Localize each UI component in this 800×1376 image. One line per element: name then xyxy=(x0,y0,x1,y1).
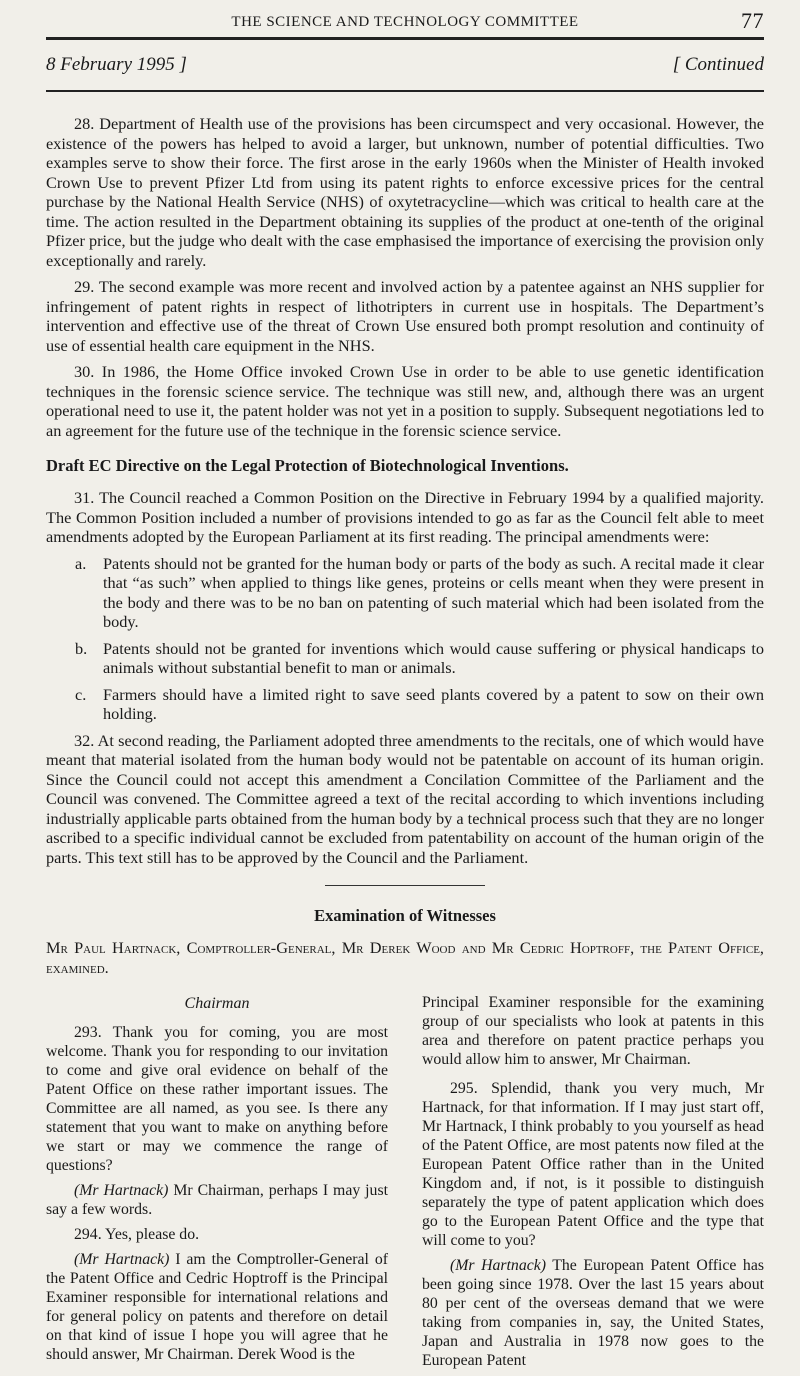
list-item-letter: a. xyxy=(75,553,87,573)
answer-294-continued: Principal Examiner responsible for the examining group of our specialists who look at patents in this area and therefore on patent practice perhaps you would allow him to answer, Mr Chairman. xyxy=(422,994,764,1068)
running-title: THE SCIENCE AND TECHNOLOGY COMMITTEE xyxy=(231,14,579,30)
question-294: 294. Yes, please do. xyxy=(74,1226,200,1243)
header-rule xyxy=(46,37,764,40)
answer-295 xyxy=(422,1256,764,1370)
section-divider xyxy=(325,885,485,886)
list-item xyxy=(46,554,764,632)
paragraph-29: 29. The second example was more recent and involved action by a patentee against an NHS supplier for infringement of patent rights in respect of lithotripters in current use in hospitals. The Department’s intervention and effective use of the threat of Crown Use ensured both prompt resolution and continuity of use of essential health care equipment in the NHS. xyxy=(46,277,764,355)
witnesses-line: Mr Paul Hartnack, Comptroller-General, Mr Derek Wood and Mr Cedric Hoptroff, the Patent Office, examined. xyxy=(46,938,764,977)
list-item-letter: c. xyxy=(75,684,87,704)
list-item xyxy=(46,639,764,678)
paragraph-32: 32. At second reading, the Parliament adopted three amendments to the recitals, one of which would have meant that material isolated from the human body would not be patentable on account of its human origin. Since the Council could not accept this amendment a Concilation Committee of the Parliament and the Council was convened. The Committee agreed a text of the recital according to which inventions including industrially applicable parts obtained from the human body by a technical process such that they are no longer ascribed to a specific individual cannot be excluded from patentability on account of the human origin of the parts. This text still has to be approved by the Council and the Parliament. xyxy=(46,730,764,867)
left-column xyxy=(46,993,388,1376)
paragraph-31: 31. The Council reached a Common Position on the Directive in February 1994 by a qualified majority. The Common Position included a number of provisions intended to go as far as the Council felt able to meet amendments adopted by the European Parliament at its first reading. The principal amendments were: xyxy=(46,488,764,546)
section-heading-draft-ec-directive: Draft EC Directive on the Legal Protection of Biotechnological Inventions. xyxy=(46,456,569,475)
running-head xyxy=(46,0,764,31)
right-column xyxy=(422,993,764,1376)
list-item-letter: b. xyxy=(75,638,88,658)
list-item-text: Patents should not be granted for the human body or parts of the body as such. A recital made it clear that “as such” when applied to things like genes, proteins or cells meant when they were present in the body and there was to be no ban on patenting of such material which had been isolated from the body. xyxy=(103,553,764,631)
continued-label: [ Continued xyxy=(672,54,764,75)
list-item-text: Farmers should have a limited right to save seed plants covered by a patent to sow on their own holding. xyxy=(103,684,764,723)
answer-text: The European Patent Office has been going since 1978. Over the last 15 years about 80 per cent of the overseas demand that we were taking from companies in, say, the United States, Japan and Australia in 1978 now goes to the European Patent xyxy=(422,1257,764,1369)
date-row xyxy=(46,54,764,76)
session-date: 8 February 1995 ] xyxy=(46,54,187,75)
answer-294 xyxy=(46,1250,388,1364)
answer-text: Mr Chairman, perhaps I may just say a few words. xyxy=(46,1182,388,1218)
speaker-label: (Mr Hartnack) xyxy=(450,1257,547,1274)
question-293: 293. Thank you for coming, you are most welcome. Thank you for responding to our invitation to come and give oral evidence on behalf of the Patent Office on these rather important issues. The Committee are all named, as you see. Is there any statement that you want to make on anything before we start or may we commence the range of questions? xyxy=(46,1024,388,1174)
paragraph-30: 30. In 1986, the Home Office invoked Crown Use in order to be able to use genetic identification techniques in the forensic science service. The technique was still new, and, although there was an urgent operational need to use it, the patent holder was not yet in a position to supply. Subsequent negotiations led to an agreement for the future use of the technique in the forensic science service. xyxy=(46,362,764,440)
transcript-columns xyxy=(46,993,764,1376)
question-295: 295. Splendid, thank you very much, Mr Hartnack, for that information. If I may just start off, Mr Hartnack, I think probably to you yourself as head of the Patent Office, are most patents now filed at the European Patent Office rather than in the United Kingdom and, if not, is it possible to distinguish separately the type of patent application which does go to the European Patent Office and the type that will come to you? xyxy=(422,1080,764,1249)
answer-293 xyxy=(46,1181,388,1219)
speaker-label: (Mr Hartnack) xyxy=(74,1182,169,1199)
date-rule xyxy=(46,90,764,92)
list-item-text: Patents should not be granted for inventions which would cause suffering or physical handicaps to animals without substantial benefit to man or animals. xyxy=(103,638,764,677)
page-number: 77 xyxy=(741,8,764,33)
examination-title: Examination of Witnesses xyxy=(314,906,496,925)
chairman-heading: Chairman xyxy=(184,995,250,1012)
list-item xyxy=(46,685,764,724)
answer-text: I am the Comptroller-General of the Patent Office and Cedric Hoptroff is the Principal Examiner responsible for international relations and for general policy on patents and therefore on detail on that kind of issue I hope you will agree that he should answer, Mr Chairman. Derek Wood is the xyxy=(46,1251,388,1363)
speaker-label: (Mr Hartnack) xyxy=(74,1251,170,1268)
paragraph-28: 28. Department of Health use of the provisions has been circumspect and very occasional. However, the existence of the powers has helped to avoid a larger, but unknown, number of potential difficulties. Two examples serve to show their force. The first arose in the early 1960s when the Minister of Health invoked Crown Use to prevent Pfizer Ltd from using its patent rights to enforce excessive prices for the central purchase by the National Health Service (NHS) of oxytetracycline—which was critical to health care at the time. The action resulted in the Department obtaining its supplies of the product at one-tenth of the original Pfizer price, but the judge who dealt with the case emphasised the importance of exercising the provision only exceptionally and rarely. xyxy=(46,114,764,270)
